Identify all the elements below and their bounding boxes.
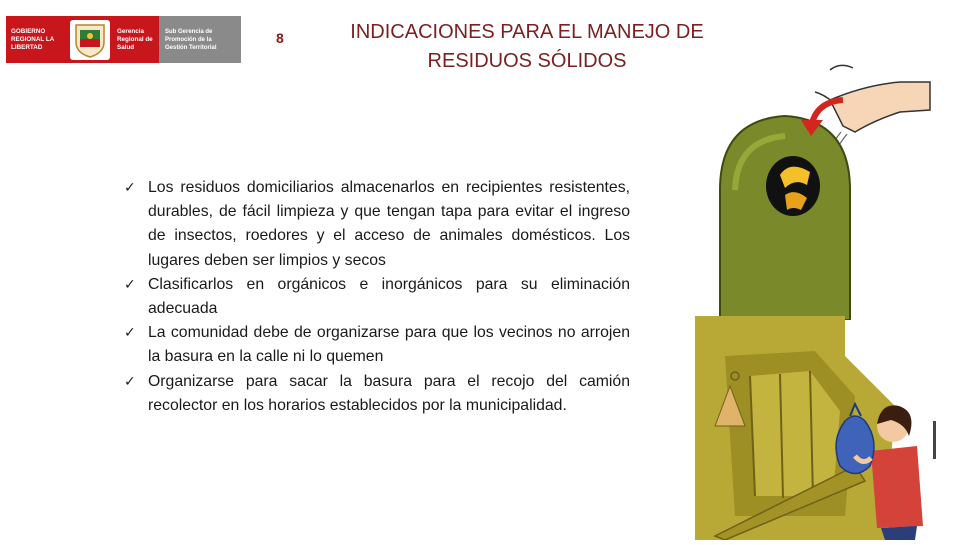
slide-title: INDICACIONES PARA EL MANEJO DE RESIDUOS SÓLIDOS bbox=[350, 21, 704, 72]
trash-bin-illustration bbox=[715, 60, 935, 325]
garbage-truck-illustration bbox=[695, 316, 940, 545]
slide-number: 8 bbox=[276, 30, 284, 46]
bullet-text: La comunidad debe de organizarse para que los vecinos no arrojen la basura en la calle ni lo quemen bbox=[148, 324, 630, 366]
logo-text-gerencia: Gerencia Regional de Salud bbox=[117, 27, 153, 51]
bullet-text: Organizarse para sacar la basura para el recojo del camión recolector en los horarios establecidos por la municipalidad. bbox=[148, 372, 630, 414]
logo-grey-block bbox=[159, 16, 241, 63]
logo-text-subgerencia: Sub Gerencia de Promoción de la Gestión Territorial bbox=[165, 28, 217, 51]
list-item bbox=[124, 321, 630, 369]
list-item bbox=[124, 370, 630, 418]
logo-text-regional: GOBIERNO REGIONAL LA LIBERTAD bbox=[11, 27, 55, 51]
seal-icon bbox=[70, 20, 110, 60]
bullet-text: Clasificarlos en orgánicos e inorgánicos para su eliminación adecuada bbox=[148, 275, 630, 318]
list-item bbox=[124, 273, 630, 321]
list-item bbox=[124, 176, 630, 273]
check-icon: ✓ bbox=[124, 180, 136, 196]
indications-list bbox=[124, 176, 630, 418]
logo-red-block bbox=[6, 16, 159, 63]
check-icon: ✓ bbox=[124, 373, 136, 390]
institution-logo bbox=[6, 16, 241, 63]
check-icon: ✓ bbox=[124, 276, 136, 293]
check-icon: ✓ bbox=[124, 325, 136, 342]
bullet-text: Los residuos domiciliarios almacenarlos en recipientes resistentes, durables, de fácil limpieza y que tengan tapa para evitar el ingreso de insectos, roedores y el acceso de animales domésticos. Los lugares deben ser limpios y secos bbox=[148, 179, 630, 269]
